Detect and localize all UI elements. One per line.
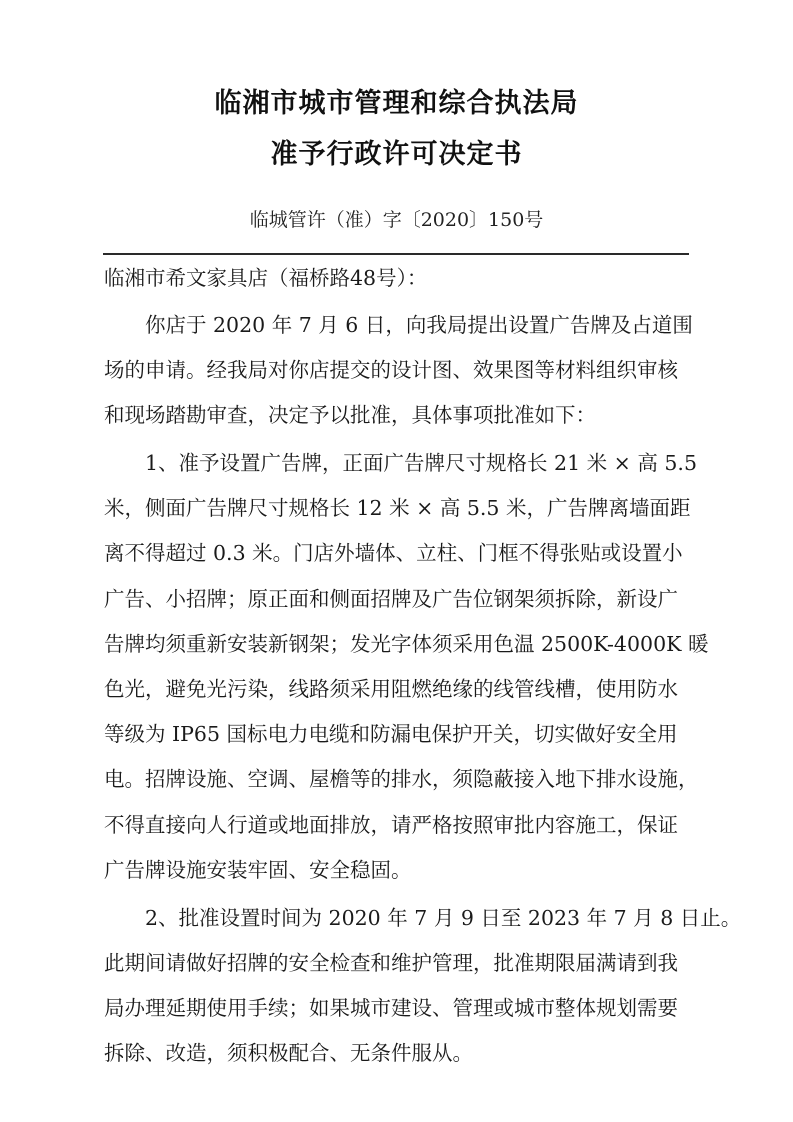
body-line: 和现场踏勘审查，决定予以批准，具体事项批准如下： — [104, 403, 596, 427]
addressee: 临湘市希文家具店（福桥路48号）： — [104, 266, 428, 290]
body-line: 拆除、改造，须积极配合、无条件服从。 — [104, 1041, 473, 1065]
body-line: 米，侧面广告牌尺寸规格长 12 米 × 高 5.5 米，广告牌离墙面距 — [104, 496, 691, 520]
body-line: 广告、小招牌；原正面和侧面招牌及广告位钢架须拆除，新设广 — [104, 587, 678, 611]
body-line: 此期间请做好招牌的安全检查和维护管理，批准期限届满请到我 — [104, 951, 678, 975]
body-line: 电。招牌设施、空调、屋檐等的排水，须隐蔽接入地下排水设施， — [104, 767, 699, 791]
body-line: 场的申请。经我局对你店提交的设计图、效果图等材料组织审核 — [104, 358, 678, 382]
body-line: 你店于 2020 年 7 月 6 日，向我局提出设置广告牌及占道围 — [145, 313, 693, 337]
body-line: 色光，避免光污染，线路须采用阻燃绝缘的线管线槽，使用防水 — [104, 677, 678, 701]
body-line: 2、批准设置时间为 2020 年 7 月 9 日至 2023 年 7 月 8 日止。 — [145, 906, 742, 930]
body-line: 广告牌设施安装牢固、安全稳固。 — [104, 858, 412, 882]
body-line: 不得直接向人行道或地面排放，请严格按照审批内容施工，保证 — [104, 813, 678, 837]
body-line: 等级为 IP65 国标电力电缆和防漏电保护开关，切实做好安全用 — [104, 722, 678, 746]
header-divider — [103, 253, 689, 255]
document-number: 临城管许（准）字〔2020〕150号 — [249, 209, 544, 231]
document-title: 准予行政许可决定书 — [270, 139, 523, 170]
body-line: 局办理延期使用手续；如果城市建设、管理或城市整体规划需要 — [104, 996, 678, 1020]
body-line: 离不得超过 0.3 米。门店外墙体、立柱、门框不得张贴或设置小 — [104, 541, 683, 565]
issuer-heading: 临湘市城市管理和综合执法局 — [214, 88, 579, 119]
body-line: 1、准予设置广告牌，正面广告牌尺寸规格长 21 米 × 高 5.5 — [145, 451, 697, 475]
body-line: 告牌均须重新安装新钢架；发光字体须采用色温 2500K-4000K 暖 — [104, 632, 709, 656]
